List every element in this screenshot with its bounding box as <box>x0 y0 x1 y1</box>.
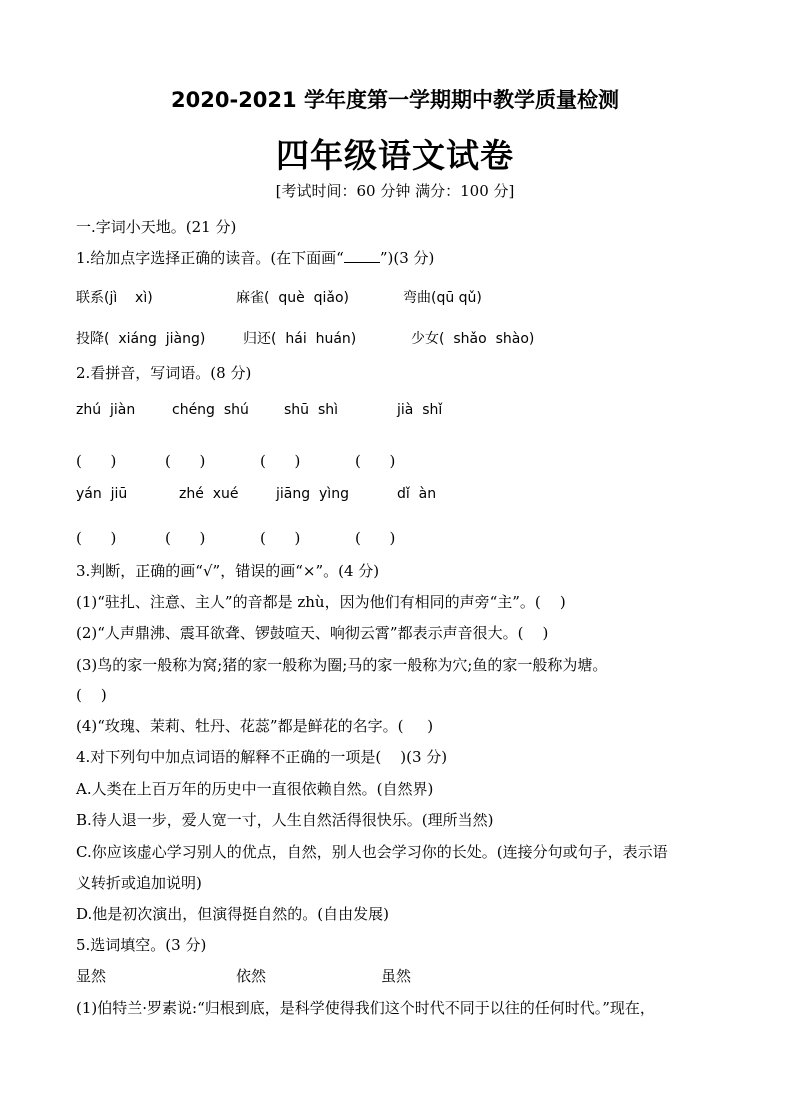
q4-option: C.你应该虚心学习别人的优点，自然，别人也会学习你的长处。(连接分句或句子，表示语 <box>76 843 668 861</box>
q3-item: (4)“玫瑰、茉莉、牡丹、花蕊”都是鲜花的名字。( ) <box>76 717 434 735</box>
q3-prompt: 3.判断，正确的画“√”，错误的画“×”。(4 分) <box>76 562 380 580</box>
q5-word: 显然 <box>76 967 107 985</box>
q1-item: 归还( hái huán) <box>243 331 357 347</box>
q3-item: (2)“人声鼎沸、震耳欲聋、锣鼓喧天、响彻云霄”都表示声音很大。( ) <box>76 624 549 642</box>
pinyin-word: zhú jiàn <box>76 402 136 418</box>
underline-sample <box>344 248 380 263</box>
q3-item: (3)鸟的家一般称为窝;猪的家一般称为圈;马的家一般称为穴;鱼的家一般称为塘。 <box>76 656 608 674</box>
q5-word: 依然 <box>236 967 267 985</box>
q5-word: 虽然 <box>381 967 412 985</box>
pinyin-word: chéng shú <box>172 402 249 418</box>
answer-blank[interactable]: ( ) <box>355 529 396 547</box>
q4-prompt: 4.对下列句中加点词语的解释不正确的一项是( )(3 分) <box>76 748 448 766</box>
q3-item-blank: ( ) <box>76 686 107 704</box>
q5-prompt: 5.选词填空。(3 分) <box>76 936 207 954</box>
q4-option: A.人类在上百万年的历史中一直很依赖自然。(自然界) <box>76 780 434 798</box>
q3-item: (1)“驻扎、注意、主人”的音都是 zhù，因为他们有相同的声旁“主”。( ) <box>76 593 566 611</box>
q4-option: D.他是初次演出，但演得挺自然的。(自由发展) <box>76 905 389 923</box>
q5-item: (1)伯特兰·罗素说:“归根到底，是科学使得我们这个时代不同于以往的任何时代。”现在， <box>76 999 655 1017</box>
q1-prompt-text: 1.给加点字选择正确的读音。(在下面画“ <box>76 249 344 267</box>
q1-item: 麻雀( què qiǎo) <box>236 290 350 306</box>
pinyin-word: yán jiū <box>76 486 128 502</box>
exam-header-title: 2020-2021 学年度第一学期期中教学质量检测 <box>171 88 619 112</box>
answer-blank[interactable]: ( ) <box>260 452 301 470</box>
q4-option: B.待人退一步，爱人宽一寸，人生自然活得很快乐。(理所当然) <box>76 811 494 829</box>
answer-blank[interactable]: ( ) <box>76 452 117 470</box>
pinyin-word: zhé xué <box>179 486 239 502</box>
q1-prompt <box>76 248 434 268</box>
pinyin-word: shū shì <box>284 402 338 418</box>
answer-blank[interactable]: ( ) <box>165 452 206 470</box>
answer-blank[interactable]: ( ) <box>355 452 396 470</box>
q2-prompt: 2.看拼音，写词语。(8 分) <box>76 364 252 382</box>
q1-prompt-text-end: ”)(3 分) <box>379 249 435 267</box>
answer-blank[interactable]: ( ) <box>260 529 301 547</box>
answer-blank[interactable]: ( ) <box>76 529 117 547</box>
pinyin-word: dǐ àn <box>397 486 437 502</box>
section-one-heading: 一.字词小天地。(21 分) <box>76 218 237 236</box>
q4-option: 义转折或追加说明) <box>76 874 202 892</box>
q1-item: 投降( xiáng jiàng) <box>76 331 206 347</box>
q1-item: 联系(jì xì) <box>76 290 153 306</box>
exam-paper-title: 四年级语文试卷 <box>276 136 514 175</box>
exam-info: [考试时间：60 分钟 满分：100 分] <box>275 182 515 200</box>
q1-item: 少女( shǎo shào) <box>411 331 535 347</box>
pinyin-word: jiāng yìng <box>276 486 349 502</box>
answer-blank[interactable]: ( ) <box>165 529 206 547</box>
pinyin-word: jià shǐ <box>397 402 443 418</box>
q1-item: 弯曲(qū qǔ) <box>403 290 482 306</box>
